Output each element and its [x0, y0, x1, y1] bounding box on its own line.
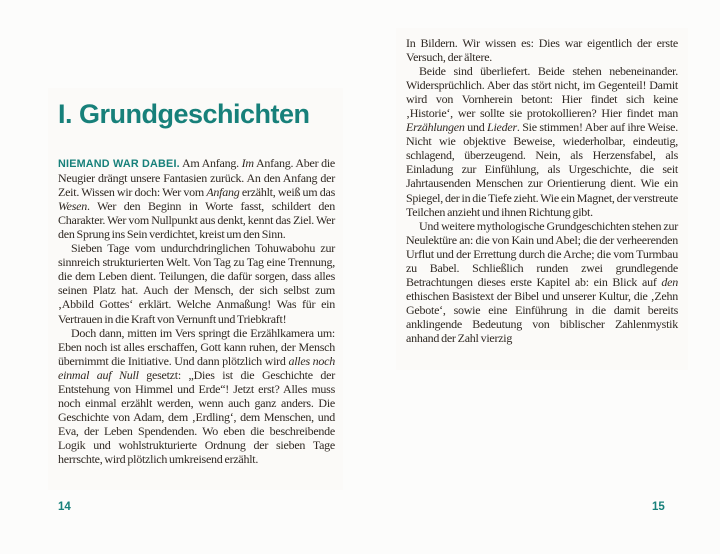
paragraph: Und weitere mythologische Grundgeschichten stehen zur Neulektüre an: die von Kain und Abel; die der verheerenden Urflut und der Errettung durch die Arche; die vom Turmbau zu Babel. Schließlich runden zwei grundlegende Betrachtungen dieses erste Kapitel ab: ein Blick auf den ethischen Basistext der Bibel und unserer Kultur, die ‚Zehn Gebote‘, sowie eine Einführung in die damit bereits anklingende Bedeutung von biblischer Zahlenmystik anhand der Zahl vierzig	[406, 218, 678, 345]
paragraph-lead-in: NIEMAND WAR DABEI.	[58, 158, 180, 170]
page-number-right: 15	[652, 501, 665, 513]
page-number-left: 14	[58, 501, 71, 513]
left-page	[58, 98, 335, 466]
paragraph: Doch dann, mitten im Vers springt die Erzählkamera um: Eben noch ist alles erschaffen, Gott kann ruhen, der Mensch übernimmt die Initiative. Und dann plötzlich wird alles noch einmal auf Null gesetzt: „Dies ist die Geschichte der Entstehung von Himmel und Erde“! Jetzt erst? Alles muss noch einmal erzählt werden, wenn auch ganz anders. Die Geschichte von Adam, dem ‚Erdling‘, dem Menschen, und Eva, der Leben Spendenden. Wo eben die beschreibende Logik und wohlstrukturierte Ordnung der sieben Tage herrschte, wird plötzlich umkreisend erzählt.	[58, 325, 335, 466]
right-page	[406, 36, 678, 345]
paragraph: Sieben Tage vom undurchdringlichen Tohuwabohu zur sinnreich strukturierten Welt. Von Tag zu Tag eine Trennung, die dem Leben dient. Teilungen, die dafür sorgen, dass alles seinen Platz hat. Auch der Mensch, der sich selbst zum ‚Abbild Gottes‘ erklärt. Welche Anmaßung! Was für ein Vertrauen in die Kraft von Vernunft und Triebkraft!	[58, 241, 335, 326]
paragraph: NIEMAND WAR DABEI. Am Anfang. Im Anfang. Aber die Neugier drängt unsere Fantasien zurück. An den Anfang der Zeit. Wissen wir doch: Wer vom Anfang erzählt, weiß um das Wesen. Wer den Beginn in Worte fasst, schildert den Charakter. Wer vom Nullpunkt aus denkt, kennt das Ziel. Wer den Sprung ins Sein verdichtet, kreist um den Sinn.	[58, 156, 336, 242]
right-page-body-text	[406, 36, 678, 345]
paragraph: In Bildern. Wir wissen es: Dies war eigentlich der erste Versuch, der ältere.	[406, 36, 678, 65]
left-page-body-text	[58, 156, 335, 466]
chapter-heading: I. Grundgeschichten	[58, 99, 310, 129]
paragraph: Beide sind überliefert. Beide stehen nebeneinander. Widersprüchlich. Aber das stört nicht, im Gegenteil! Damit wird von Vornherein betont: Hier findet sich keine ‚Historie‘, wer sollte sie protokollieren? Hier findet man Erzählungen und Lieder. Sie stimmen! Aber auf ihre Weise. Nicht wie objektive Beweise, wiederholbar, eindeutig, schlagend, überzeugend. Nein, als Herzensfabel, als Einladung zur Einfühlung, als Urgeschichte, die seit Jahrtausenden Menschen zur Orientierung dient. Wie ein Spiegel, der in die Tiefe zieht. Wie ein Magnet, der verstreute Teilchen anzieht und ihnen Richtung gibt.	[406, 64, 678, 219]
